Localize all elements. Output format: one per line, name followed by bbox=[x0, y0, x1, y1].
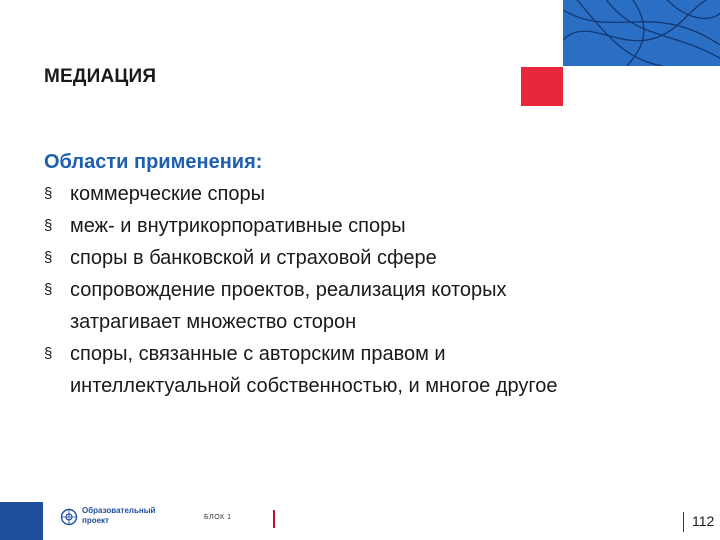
logo-icon bbox=[60, 508, 78, 531]
footer-red-divider bbox=[273, 510, 275, 528]
bullet-text: споры, связанные с авторским правом и bbox=[70, 343, 446, 365]
block-label: БЛОК 1 bbox=[204, 514, 232, 521]
logo-text-line2: проект bbox=[82, 516, 109, 525]
logo-text-line1: Образовательный bbox=[82, 506, 156, 515]
bullet-marker: § bbox=[44, 185, 53, 202]
bullet-text: меж- и внутрикорпоративные споры bbox=[70, 215, 406, 237]
decorative-red-block bbox=[521, 67, 563, 106]
slide-content bbox=[44, 146, 674, 402]
bullet-text: сопровождение проектов, реализация которых bbox=[70, 279, 507, 301]
bullet-text-continuation: затрагивает множество сторон bbox=[70, 311, 357, 333]
bullet-item bbox=[44, 274, 674, 338]
bullet-item bbox=[44, 178, 674, 210]
bullet-marker: § bbox=[44, 281, 53, 298]
bullet-item bbox=[44, 242, 674, 274]
bullet-marker: § bbox=[44, 249, 53, 266]
bullet-marker: § bbox=[44, 217, 53, 234]
bullet-text-continuation: интеллектуальной собственностью, и многое другое bbox=[70, 375, 558, 397]
bullet-list bbox=[44, 178, 674, 402]
slide-title: МЕДИАЦИЯ bbox=[44, 66, 157, 87]
bullet-item bbox=[44, 210, 674, 242]
bullet-text: споры в банковской и страховой сфере bbox=[70, 247, 437, 269]
decorative-blue-block bbox=[563, 0, 720, 66]
bullet-text: коммерческие споры bbox=[70, 183, 265, 205]
page-number: 112 bbox=[692, 513, 715, 529]
decorative-curves bbox=[563, 0, 720, 66]
bullet-item bbox=[44, 338, 674, 402]
footer-blue-block bbox=[0, 502, 43, 540]
page-number-divider bbox=[683, 512, 684, 532]
logo-text bbox=[82, 506, 155, 526]
slide-subtitle: Области применения: bbox=[44, 151, 263, 173]
bullet-marker: § bbox=[44, 345, 53, 362]
